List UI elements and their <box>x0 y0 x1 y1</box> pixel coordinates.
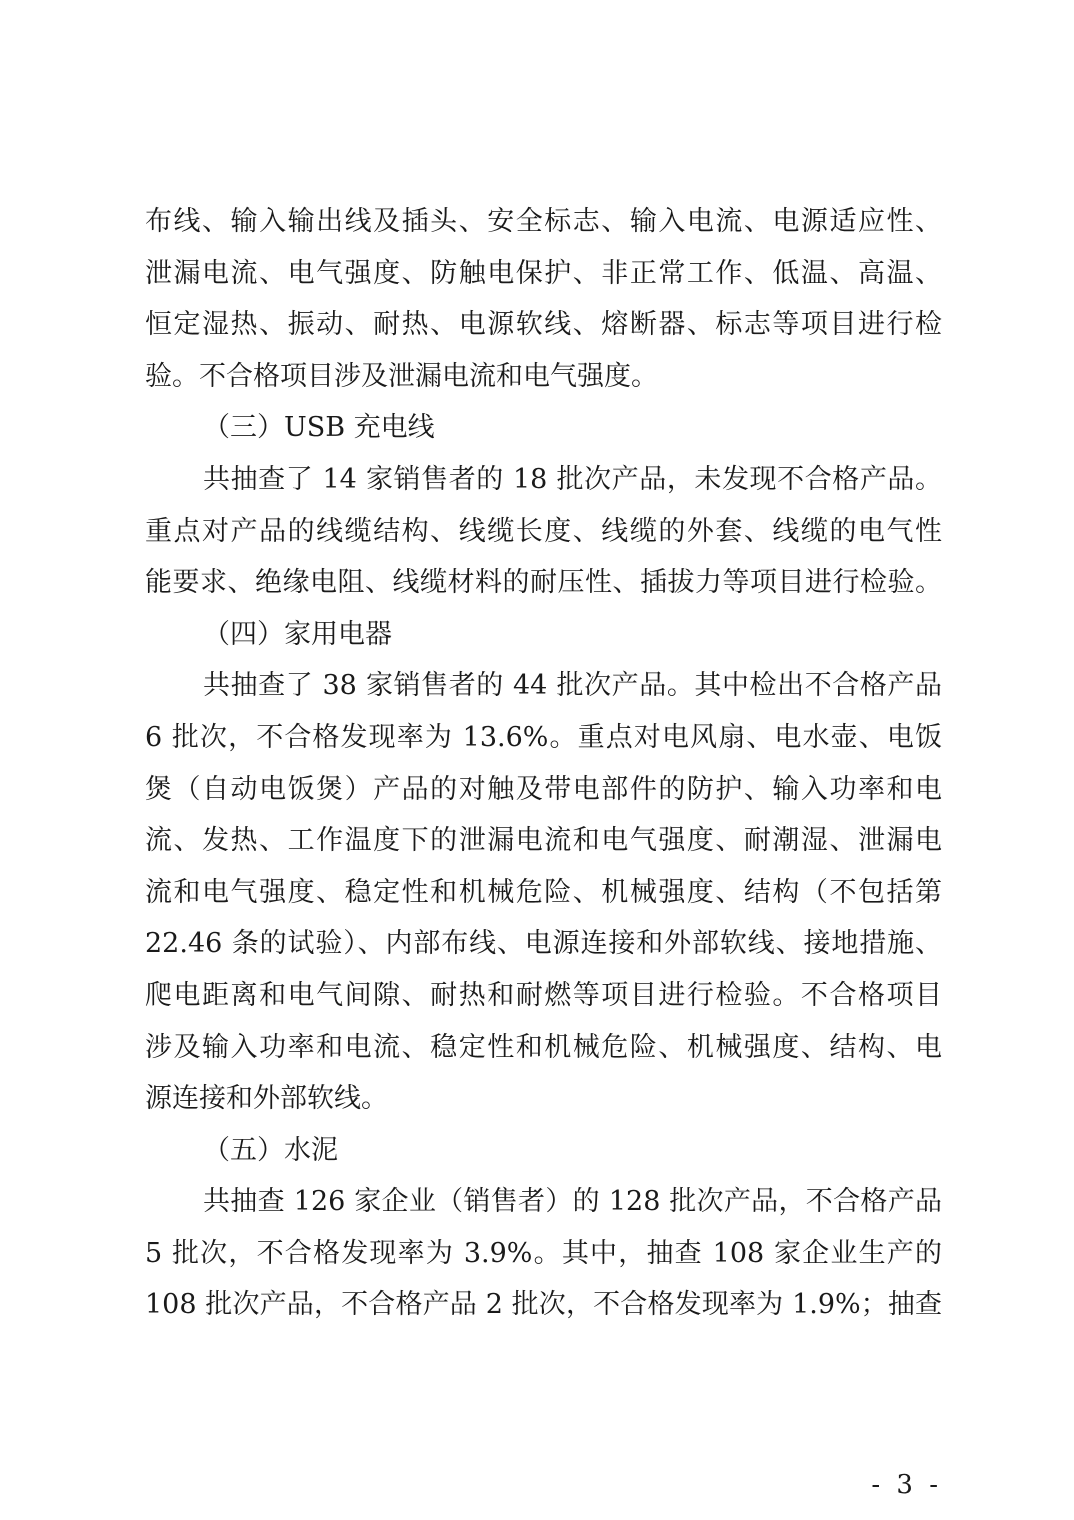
text-line: 5 批次，不合格发现率为 3.9%。其中，抽查 108 家企业生产的 <box>145 1237 942 1269</box>
section-heading: （五）水泥 <box>203 1134 338 1166</box>
text-line: 源连接和外部软线。 <box>145 1083 388 1115</box>
text-line: 恒定湿热、振动、耐热、电源软线、熔断器、标志等项目进行检 <box>145 309 942 341</box>
text-line: 能要求、绝缘电阻、线缆材料的耐压性、插拔力等项目进行检验。 <box>145 567 942 599</box>
text-line: 22.46 条的试验）、内部布线、电源连接和外部软线、接地措施、 <box>145 928 942 960</box>
section-heading: （四）家用电器 <box>203 618 392 650</box>
document-body <box>145 196 942 1331</box>
text-line: 共抽查了 14 家销售者的 18 批次产品，未发现不合格产品。 <box>203 463 942 495</box>
text-line: 煲（自动电饭煲）产品的对触及带电部件的防护、输入功率和电 <box>145 773 942 805</box>
text-line: 泄漏电流、电气强度、防触电保护、非正常工作、低温、高温、 <box>145 257 942 289</box>
page-number: - 3 - <box>871 1470 942 1500</box>
text-line: 涉及输入功率和电流、稳定性和机械危险、机械强度、结构、电 <box>145 1031 942 1063</box>
text-line: 验。不合格项目涉及泄漏电流和电气强度。 <box>145 360 658 392</box>
text-line: 流、发热、工作温度下的泄漏电流和电气强度、耐潮湿、泄漏电 <box>145 825 942 857</box>
text-line: 布线、输入输出线及插头、安全标志、输入电流、电源适应性、 <box>145 206 942 237</box>
text-line: 108 批次产品，不合格产品 2 批次，不合格发现率为 1.9%；抽查 <box>145 1289 942 1321</box>
text-line: 流和电气强度、稳定性和机械危险、机械强度、结构（不包括第 <box>145 876 942 908</box>
text-line: 爬电距离和电气间隙、耐热和耐燃等项目进行检验。不合格项目 <box>145 979 942 1011</box>
text-line: 6 批次，不合格发现率为 13.6%。重点对电风扇、电水壶、电饭 <box>145 721 942 753</box>
text-line: 共抽查 126 家企业（销售者）的 128 批次产品，不合格产品 <box>203 1186 942 1218</box>
section-heading: （三）USB 充电线 <box>203 412 435 444</box>
text-line: 重点对产品的线缆结构、线缆长度、线缆的外套、线缆的电气性 <box>145 515 942 547</box>
text-line: 共抽查了 38 家销售者的 44 批次产品。其中检出不合格产品 <box>203 670 942 702</box>
